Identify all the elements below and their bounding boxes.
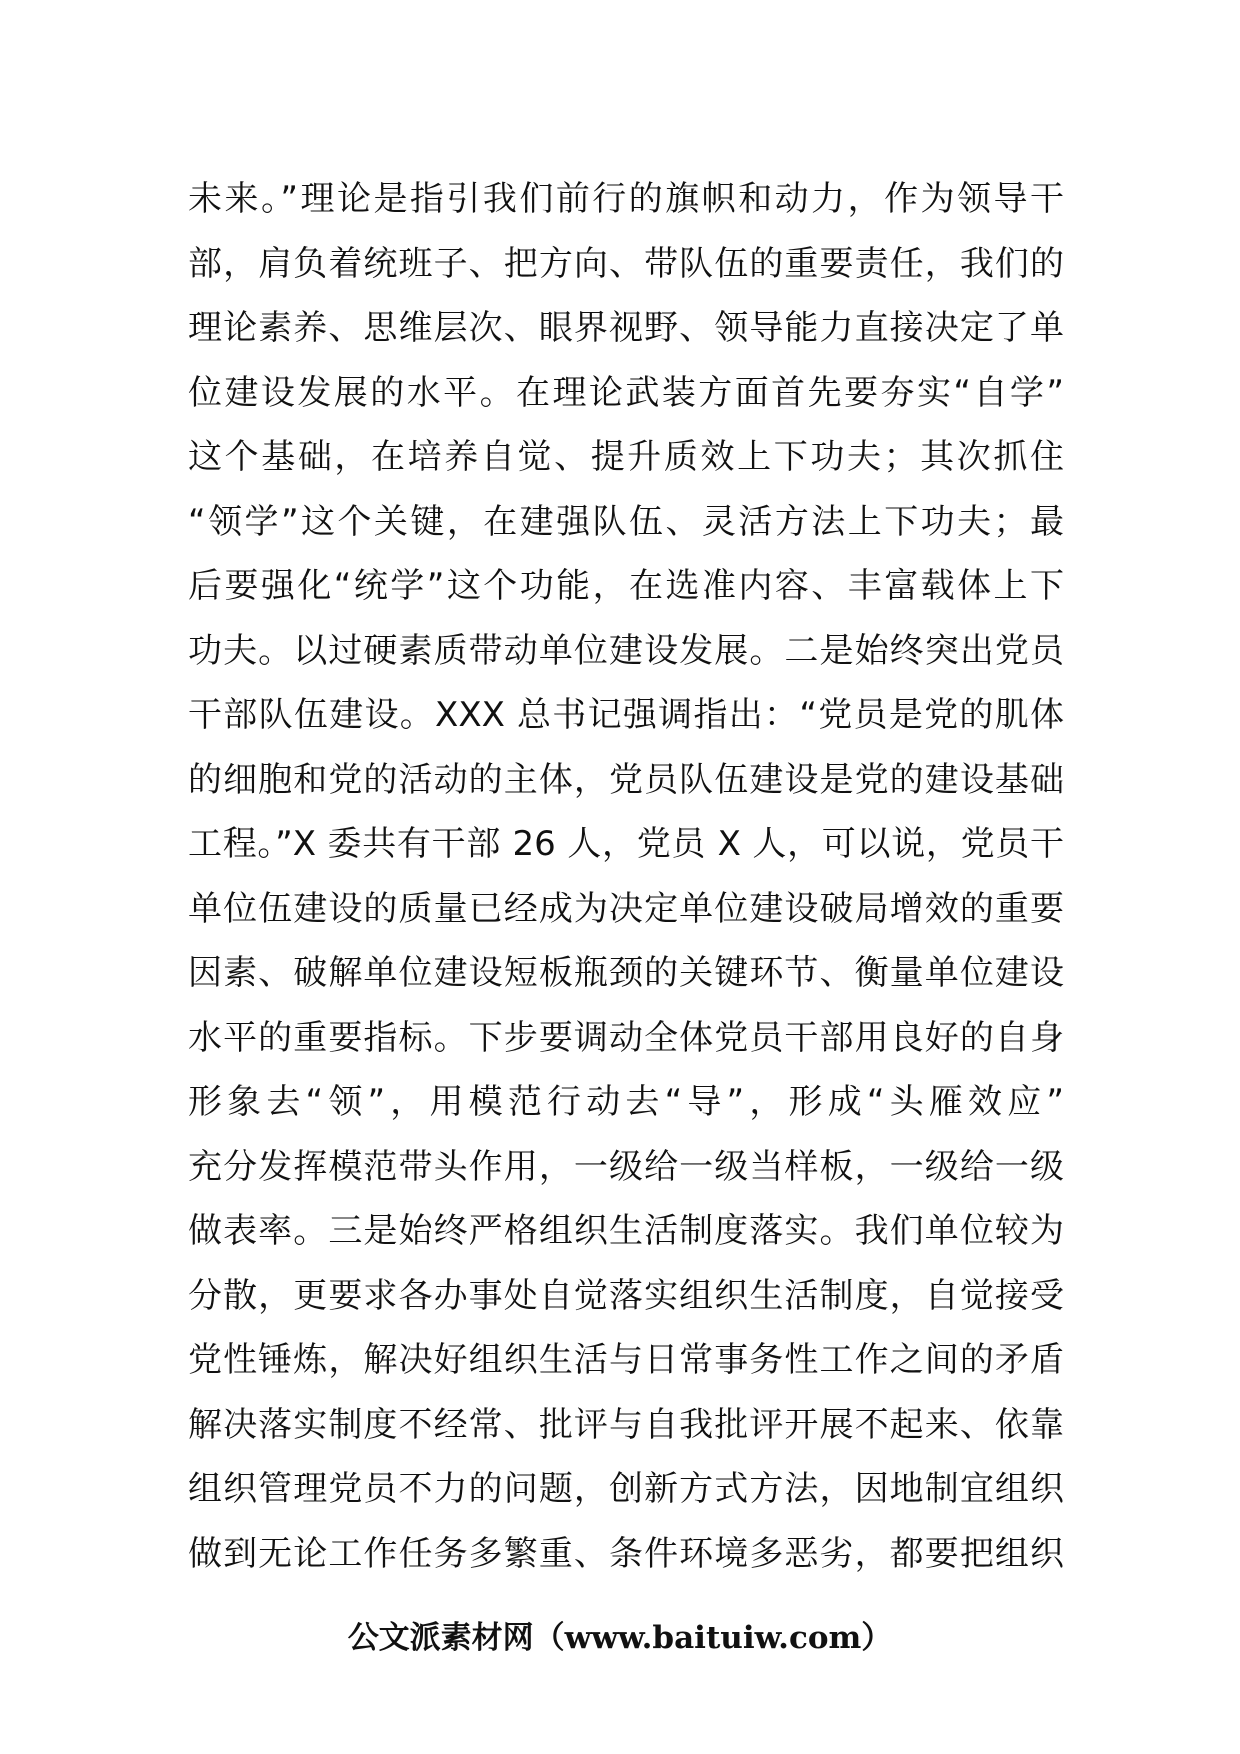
body-line-20: 解决落实制度不经常、批评与自我批评开展不起来、依靠: [188, 1404, 1064, 1445]
body-line-3: 理论素养、思维层次、眼界视野、领导能力直接决定了单: [188, 308, 1064, 348]
body-line-18: 分散，更要求各办事处自觉落实组织生活制度，自觉接受: [188, 1275, 1064, 1316]
body-line-6: “领学”这个关键，在建强队伍、灵活方法上下功夫；最: [188, 501, 1064, 542]
body-line-16: 充分发挥模范带头作用，一级给一级当样板，一级给一级: [188, 1146, 1064, 1187]
body-line-21: 组织管理党员不力的问题，创新方式方法，因地制宜组织: [188, 1469, 1064, 1509]
body-line-17: 做表率。三是始终严格组织生活制度落实。我们单位较为: [188, 1211, 1064, 1251]
body-line-5: 这个基础，在培养自觉、提升质效上下功夫；其次抓住: [188, 437, 1064, 477]
body-line-10: 的细胞和党的活动的主体，党员队伍建设是党的建设基础: [188, 759, 1064, 800]
body-line-9: 干部队伍建设。XXX 总书记强调指出：“党员是党的肌体: [188, 695, 1064, 735]
body-line-7: 后要强化“统学”这个功能，在选准内容、丰富载体上下: [188, 566, 1064, 606]
body-line-13: 因素、破解单位建设短板瓶颈的关键环节、衡量单位建设: [188, 953, 1064, 993]
body-line-11: 工程。”X 委共有干部 26 人，党员 X 人，可以说，党员干: [188, 824, 1064, 864]
body-line-4: 位建设发展的水平。在理论武装方面首先要夯实“自学”: [188, 372, 1064, 413]
body-line-22: 做到无论工作任务多繁重、条件环境多恶劣，都要把组织: [188, 1533, 1064, 1574]
body-line-2: 部，肩负着统班子、把方向、带队伍的重要责任，我们的: [188, 243, 1064, 284]
body-line-14: 水平的重要指标。下步要调动全体党员干部用良好的自身: [188, 1017, 1064, 1058]
body-line-12: 单位伍建设的质量已经成为决定单位建设破局增效的重要: [188, 888, 1064, 929]
footer-watermark: 公文派素材网（www.baituiw.com）: [347, 1620, 893, 1656]
body-line-8: 功夫。以过硬素质带动单位建设发展。二是始终突出党员: [188, 630, 1064, 671]
body-line-1: 未来。”理论是指引我们前行的旗帜和动力，作为领导干: [188, 179, 1064, 219]
body-line-15: 形象去“领”，用模范行动去“导”，形成“头雁效应”: [188, 1082, 1064, 1122]
body-line-19: 党性锤炼，解决好组织生活与日常事务性工作之间的矛盾: [188, 1340, 1064, 1380]
body-paragraph: [188, 167, 1064, 1586]
